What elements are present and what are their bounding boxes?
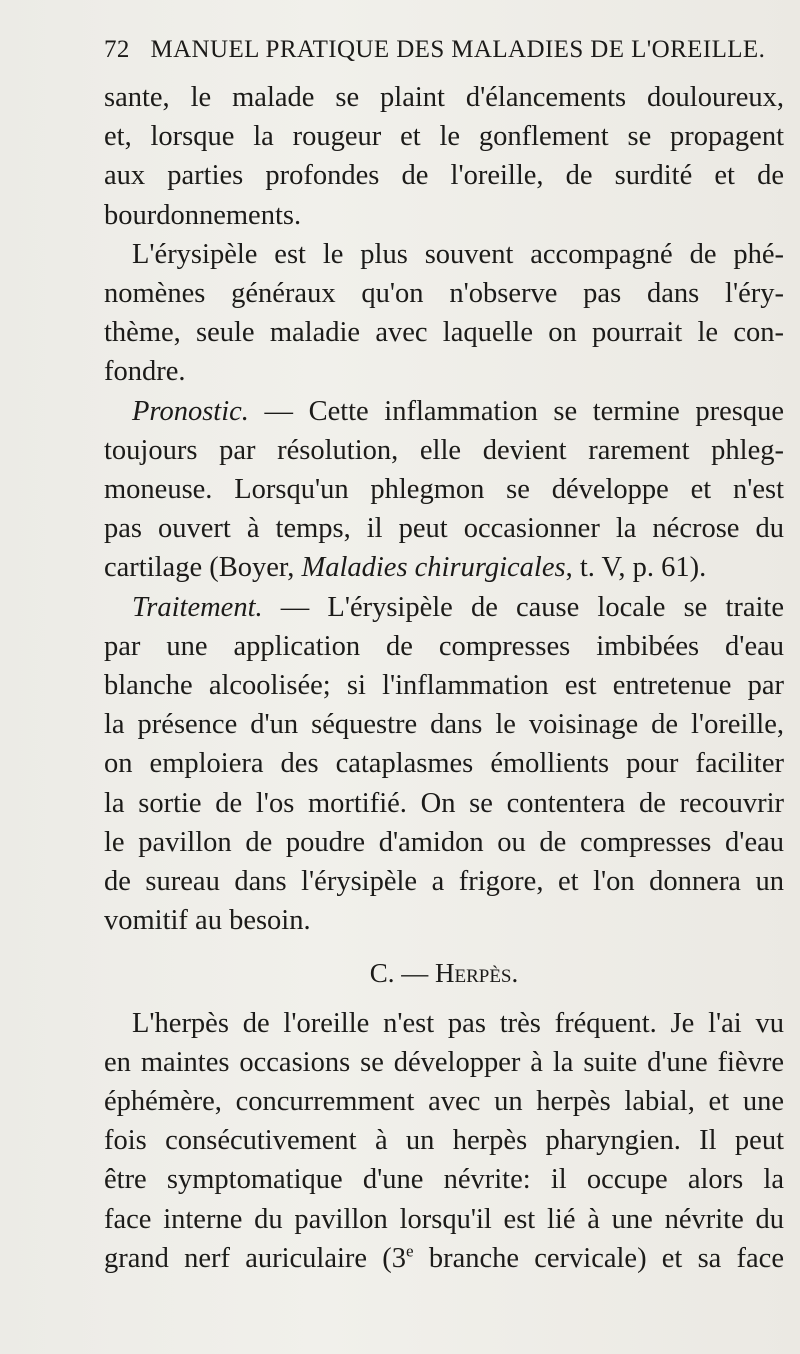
text-line: on emploiera des cataplasmes émollients pour faciliter bbox=[104, 748, 784, 780]
text-line: bourdonnements. bbox=[104, 199, 302, 231]
text-line: vomitif au besoin. bbox=[104, 905, 311, 937]
text-line: L'érysipèle est le plus souvent accompagné de phé- bbox=[132, 238, 784, 270]
text-run: , t. V, p. 61). bbox=[565, 552, 707, 584]
text-line: aux parties profondes de l'oreille, de surdité et de bbox=[104, 160, 784, 192]
text-line: pas ouvert à temps, il peut occasionner la nécrose du bbox=[104, 513, 784, 545]
text-line: blanche alcoolisée; si l'inflammation est entretenue par bbox=[104, 670, 784, 702]
text-line: par une application de compresses imbibées d'eau bbox=[104, 630, 784, 662]
paragraph-symptoms bbox=[104, 78, 784, 235]
section-heading-prefix: C. — bbox=[369, 958, 435, 989]
paragraph-treatment bbox=[104, 588, 784, 941]
ordinal-superscript: e bbox=[406, 1241, 414, 1261]
running-title: MANUEL PRATIQUE DES MALADIES DE L'OREILLE. bbox=[150, 36, 766, 63]
text-line: thème, seule maladie avec laquelle on pourrait le con- bbox=[104, 317, 784, 349]
section-heading-title: Herpès. bbox=[434, 958, 519, 989]
text-line: de sureau dans l'érysipèle a frigore, et l'on donnera un bbox=[104, 866, 784, 898]
text-line: moneuse. Lorsqu'un phlegmon se développe et n'est bbox=[104, 474, 784, 506]
text-line: la présence d'un séquestre dans le voisinage de l'oreille, bbox=[104, 709, 784, 741]
running-header bbox=[104, 36, 794, 64]
text-run: grand nerf auriculaire (3 bbox=[104, 1242, 407, 1274]
paragraph-herpes bbox=[104, 1004, 784, 1278]
page-number: 72 bbox=[104, 36, 130, 63]
text-line: éphémère, concurremment avec un herpès labial, et une bbox=[104, 1086, 784, 1118]
text-line: la sortie de l'os mortifié. On se contentera de recouvrir bbox=[104, 787, 784, 819]
paragraph-general-phenomena bbox=[104, 235, 784, 392]
text-run: cartilage (Boyer, bbox=[104, 552, 302, 584]
text-run: — Cette inflammation se termine presque bbox=[248, 395, 784, 427]
text-line: et, lorsque la rougeur et le gonflement se propagent bbox=[104, 121, 784, 153]
paragraph-prognosis bbox=[104, 392, 784, 588]
text-line: fondre. bbox=[104, 356, 186, 388]
text-run: — L'érysipèle de cause locale se traite bbox=[262, 591, 784, 623]
text-line: sante, le malade se plaint d'élancements douloureux, bbox=[104, 82, 784, 113]
text-line: le pavillon de poudre d'amidon ou de compresses d'eau bbox=[104, 826, 784, 858]
text-line bbox=[104, 548, 784, 587]
text-line bbox=[104, 392, 784, 431]
page-body bbox=[104, 78, 784, 1278]
text-line: toujours par résolution, elle devient rarement phleg- bbox=[104, 434, 784, 466]
cited-work-title: Maladies chirurgicales bbox=[301, 552, 566, 584]
section-heading bbox=[104, 940, 784, 1003]
treatment-lead: Traitement. bbox=[132, 591, 263, 623]
text-line: être symptomatique d'une névrite: il occupe alors la bbox=[104, 1164, 784, 1196]
prognosis-lead: Pronostic. bbox=[132, 395, 249, 427]
text-line: L'herpès de l'oreille n'est pas très fréquent. Je l'ai vu bbox=[132, 1007, 784, 1039]
text-line: face interne du pavillon lorsqu'il est lié à une névrite du bbox=[104, 1203, 784, 1235]
text-run: branche cervicale) et sa face bbox=[413, 1242, 784, 1274]
text-line: fois consécutivement à un herpès pharyngien. Il peut bbox=[104, 1125, 784, 1157]
text-line bbox=[104, 1239, 784, 1278]
text-line: nomènes généraux qu'on n'observe pas dans l'éry- bbox=[104, 278, 784, 310]
text-line: en maintes occasions se développer à la suite d'une fièvre bbox=[104, 1046, 784, 1078]
text-line bbox=[104, 588, 784, 627]
